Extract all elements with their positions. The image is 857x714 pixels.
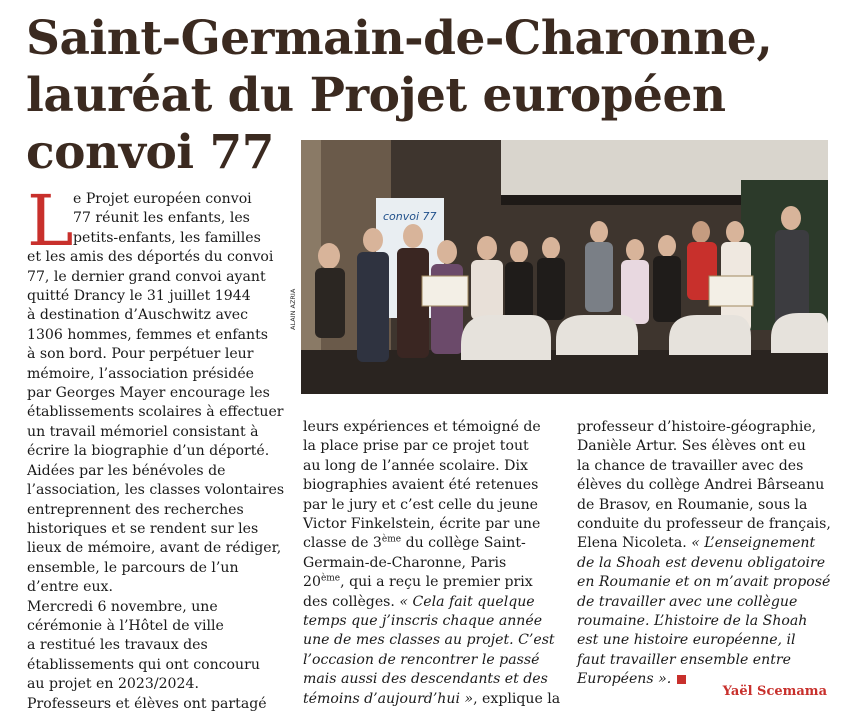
text-line: à destination d’Auschwitz avec <box>27 307 249 324</box>
text-line: entreprennent des recherches <box>27 501 244 518</box>
text-line: Danièle Artur. Ses élèves ont eu <box>577 438 806 455</box>
author-signature: Yaël Scemama <box>722 684 827 699</box>
quote-fragment: en Roumanie et on m’avait proposé <box>577 574 831 591</box>
drop-cap: L <box>27 180 74 262</box>
text-line: au projet en 2023/2024. <box>27 676 199 693</box>
text-line <box>577 612 839 631</box>
text-line: de Brasov, en Roumanie, sous la <box>577 496 808 513</box>
text-line <box>303 593 558 612</box>
text-line: lieux de mémoire, avant de rédiger, <box>27 540 282 557</box>
article-column-3 <box>577 418 839 690</box>
text-fragment: 20 <box>303 574 321 591</box>
text-line <box>303 670 558 689</box>
text-line <box>577 534 839 553</box>
text-line: 77 réunit les enfants, les <box>73 210 250 227</box>
text-fragment: Elena Nicoleta. <box>577 535 692 552</box>
text-line <box>303 651 558 670</box>
text-line: leurs expériences et témoigné de <box>303 419 541 435</box>
text-fragment: , explique la <box>473 690 561 707</box>
text-line: élèves du collège Andrei Bârseanu <box>577 477 825 494</box>
article-column-2 <box>303 418 561 709</box>
text-line: établissements qui ont concouru <box>27 656 260 673</box>
quote-fragment: une de mes classes au projet. C’est <box>303 632 555 649</box>
text-line: a restitué les travaux des <box>27 637 208 654</box>
text-line: biographies avaient été retenues <box>303 477 539 494</box>
text-line: d’entre eux. <box>27 579 113 596</box>
quote-fragment: de la Shoah est devenu obligatoire <box>577 554 826 571</box>
text-line: professeur d’histoire-géographie, <box>577 419 817 435</box>
text-line <box>303 612 558 631</box>
text-line: e Projet européen convoi <box>73 191 252 207</box>
quote-fragment: temps que j’inscris chaque année <box>303 613 543 630</box>
text-line: petits-enfants, les familles <box>73 229 261 246</box>
text-line: au long de l’année scolaire. Dix <box>303 457 528 474</box>
ceremony-photo-illustration <box>301 140 828 394</box>
ordinal-suffix: ème <box>381 534 402 545</box>
text-line: 77, le dernier grand convoi ayant <box>27 268 266 285</box>
text-line: Professeurs et élèves ont partagé <box>27 695 267 712</box>
banner-text: convoi 77 <box>383 210 437 223</box>
text-line: conduite du professeur de français, <box>577 516 831 533</box>
text-line: et les amis des déportés du convoi <box>27 249 274 266</box>
text-fragment: , qui a reçu le premier prix <box>340 574 533 591</box>
quote-fragment: l’occasion de rencontrer le passé <box>303 651 540 668</box>
text-line <box>577 593 839 612</box>
text-fragment: du collège Saint- <box>401 535 526 552</box>
text-line: historiques et se rendent sur les <box>27 520 259 537</box>
text-line <box>577 554 839 573</box>
text-line <box>303 534 558 553</box>
quote-fragment: faut travailler ensemble entre <box>577 651 791 668</box>
text-fragment: classe de 3 <box>303 535 382 552</box>
quote-fragment: témoins d’aujourd’hui » <box>303 690 474 707</box>
headline-line-1: Saint-Germain-de-Charonne, <box>26 11 773 66</box>
text-line: Mercredi 6 novembre, une <box>27 598 218 615</box>
text-line: par le jury et c’est celle du jeune <box>303 496 539 513</box>
text-line: un travail mémoriel consistant à <box>27 423 259 440</box>
photo-credit: ALAIN AZRIA <box>289 288 297 330</box>
text-line: la chance de travailler avec des <box>577 457 804 474</box>
text-line <box>303 631 558 650</box>
text-line <box>303 690 561 709</box>
text-line: à son bord. Pour perpétuer leur <box>27 346 254 363</box>
ceremony-photo <box>301 140 828 394</box>
text-line: établissements scolaires à effectuer <box>27 404 284 421</box>
text-line: cérémonie à l’Hôtel de ville <box>27 617 224 634</box>
text-line <box>577 651 839 670</box>
text-line: Victor Finkelstein, écrite par une <box>303 516 541 533</box>
headline-line-2: lauréat du Projet européen <box>26 68 726 123</box>
quote-fragment: Européens ». <box>577 671 672 688</box>
text-line: Germain-de-Charonne, Paris <box>303 554 507 571</box>
text-line <box>577 631 839 650</box>
end-mark-square <box>677 675 686 684</box>
quote-fragment: est une histoire européenne, il <box>577 632 796 649</box>
text-line <box>577 573 839 592</box>
text-line: l’association, les classes volontaires <box>27 482 285 499</box>
text-line: mémoire, l’association présidée <box>27 365 255 382</box>
headline-line-3: convoi 77 <box>26 125 274 180</box>
text-fragment: des collèges. <box>303 593 400 610</box>
text-line: quitté Drancy le 31 juillet 1944 <box>27 288 251 305</box>
text-line: écrire la biographie d’un déporté. <box>27 443 270 460</box>
text-line: par Georges Mayer encourage les <box>27 385 270 402</box>
article-column-1 <box>27 180 289 714</box>
text-line: la place prise par ce projet tout <box>303 438 529 455</box>
quote-fragment: « L’enseignement <box>691 535 816 552</box>
quote-fragment: mais aussi des descendants et des <box>303 671 548 688</box>
ordinal-suffix: ème <box>320 573 341 584</box>
text-line: ensemble, le parcours de l’un <box>27 559 239 576</box>
text-line: 1306 hommes, femmes et enfants <box>27 326 269 343</box>
quote-fragment: « Cela fait quelque <box>399 593 535 610</box>
text-line: Aidées par les bénévoles de <box>27 462 226 479</box>
quote-fragment: de travailler avec une collègue <box>577 593 798 610</box>
quote-fragment: roumaine. L’histoire de la Shoah <box>577 613 808 630</box>
text-line <box>303 573 558 592</box>
